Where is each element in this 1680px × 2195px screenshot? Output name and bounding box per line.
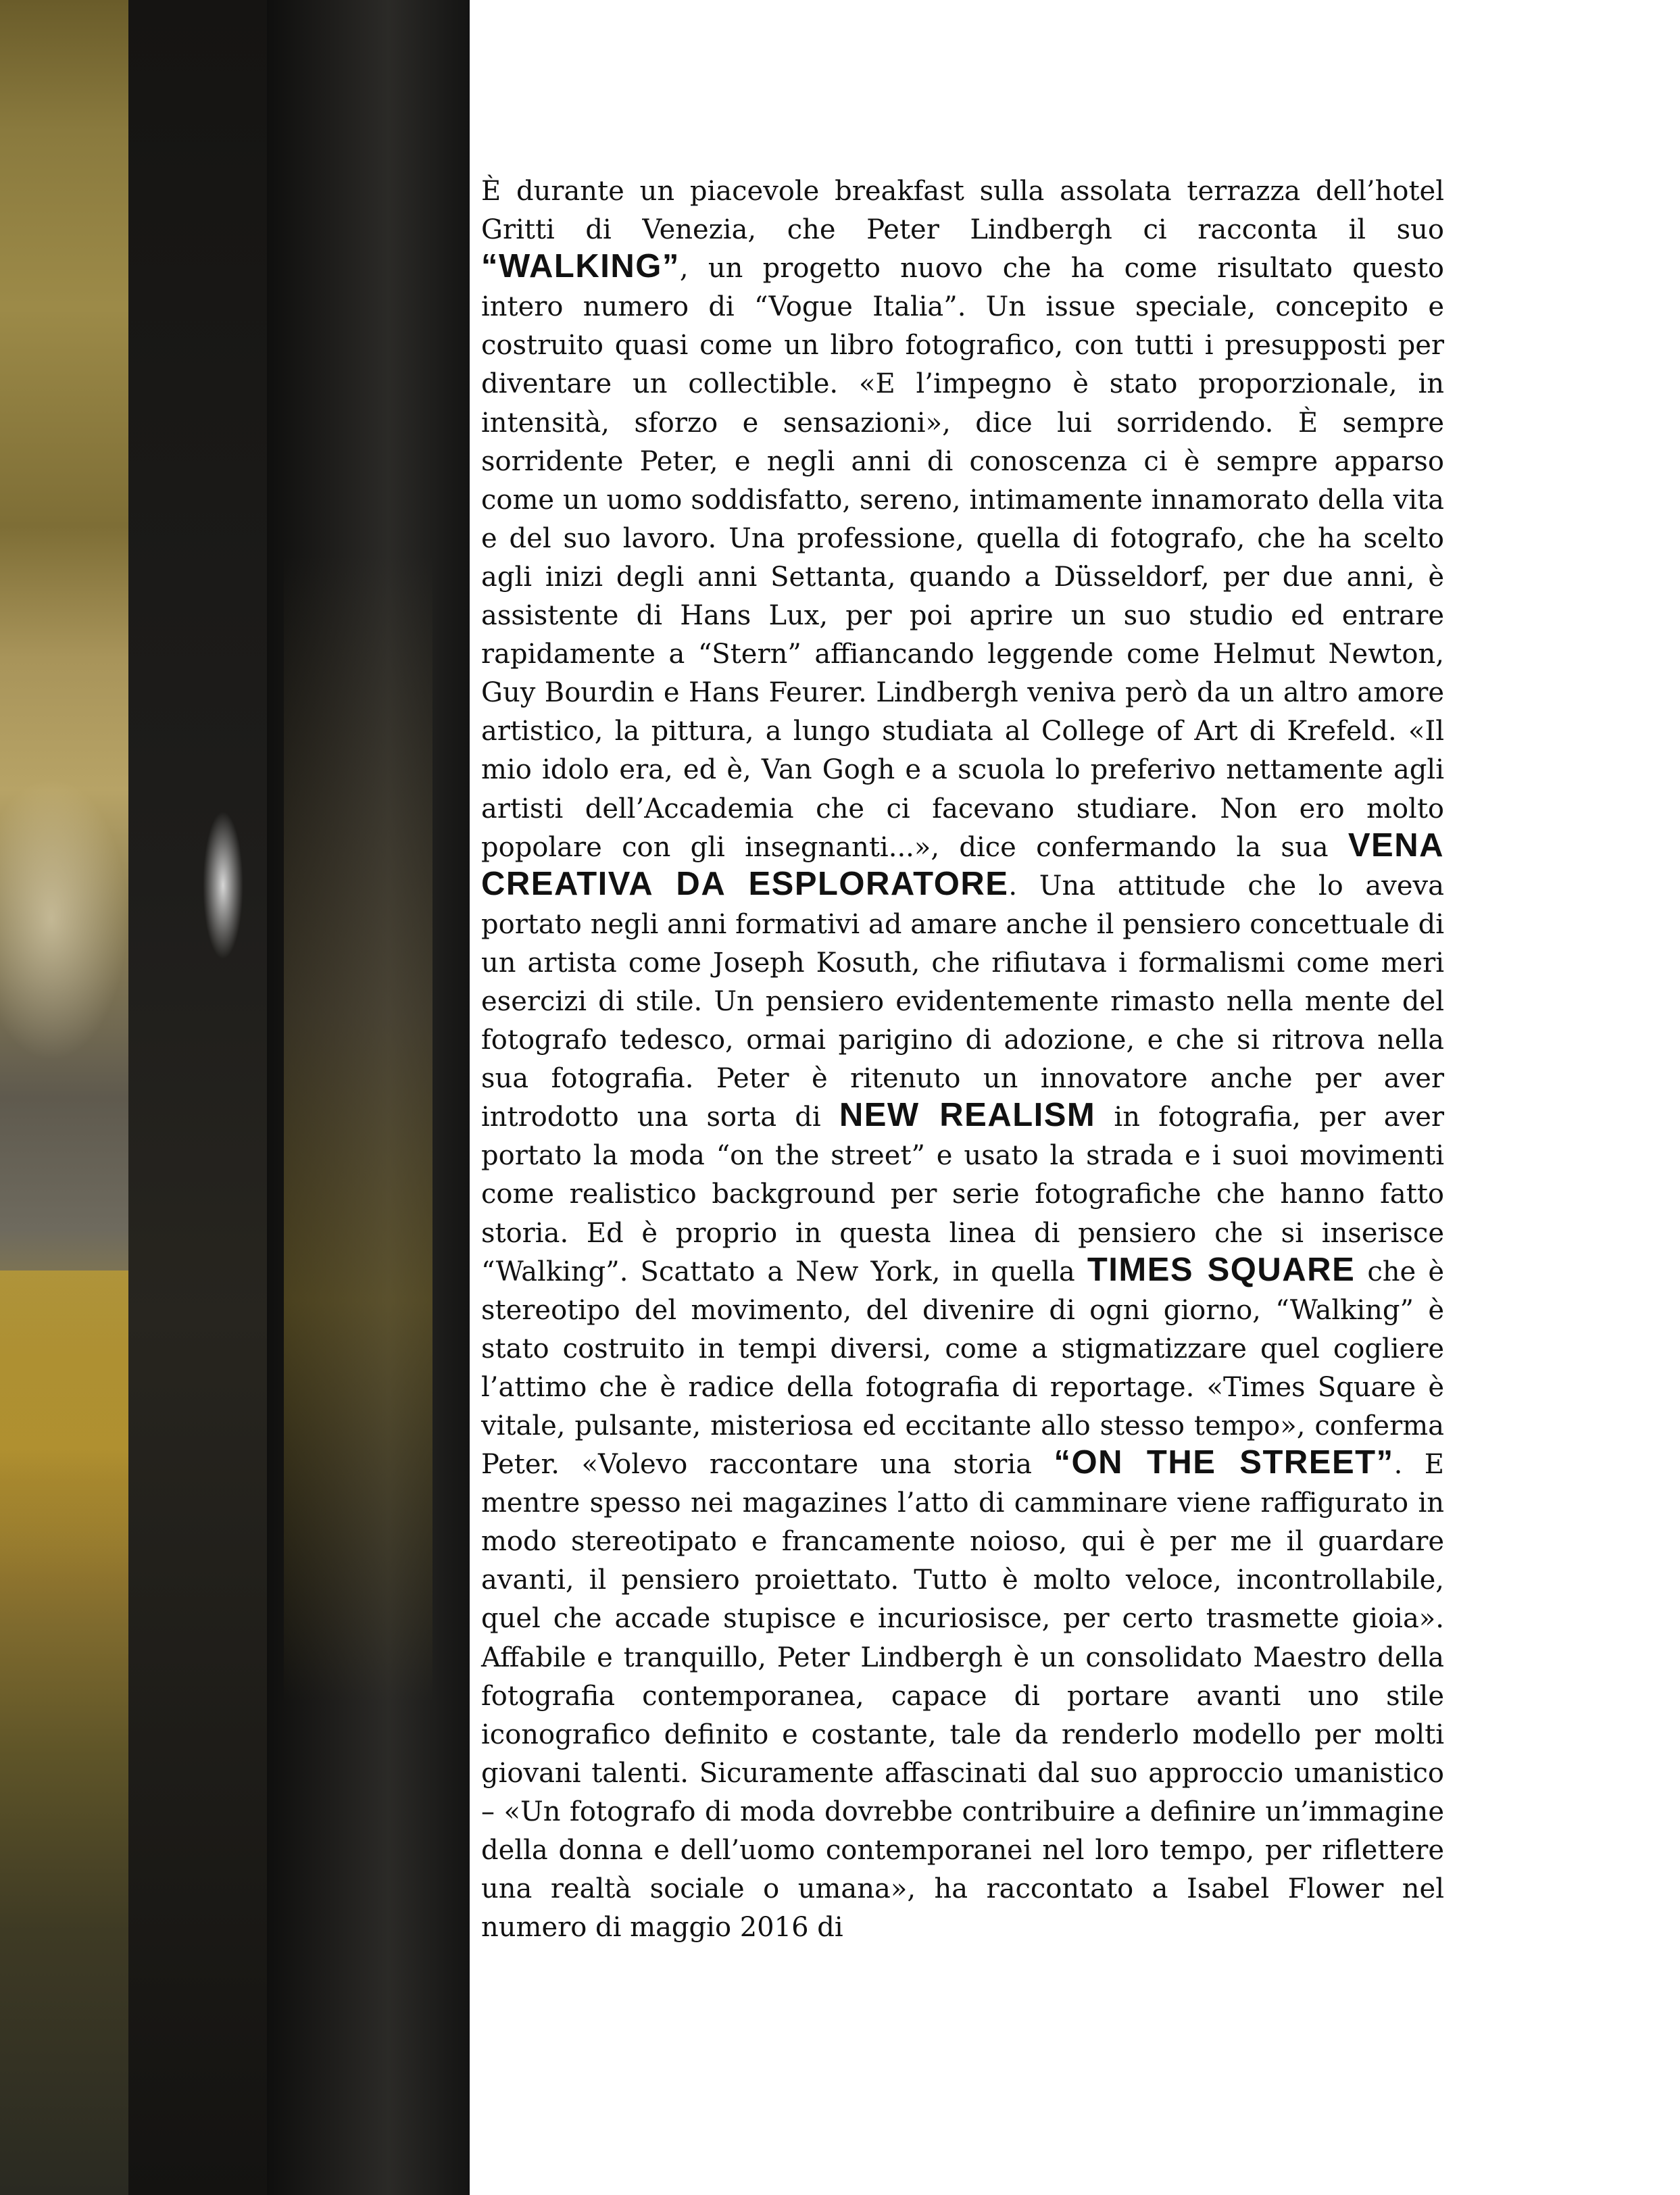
glass-reflection [284, 554, 433, 1703]
body-text: , un progetto nuovo che ha come risultato questo intero numero di “Vogue Italia”. Un issue speciale, concepito e costruito quasi come un libro fotografico, con tutti i presupposti per diventare un collectible. «E l’impegno è stato proporzionale, in intensità, sforzo e sensazioni», dice lui sorridendo. È sempre sorridente Peter, e negli anni di conoscenza ci è sempre apparso come un uomo soddisfatto, sereno, intimamente innamorato della vita e del suo lavoro. Una professione, quella di fotografo, che ha scelto agli inizi degli anni Settanta, quando a Düsseldorf, per due anni, è assistente di Hans Lux, per poi aprire un suo studio ed entrare rapidamente a “Stern” affiancando leggende come Helmut Newton, Guy Bourdin e Hans Feurer. Lindbergh veniva però da un altro amore artistico, la pittura, a lungo studiata al College of Art di Krefeld. «Il mio idolo era, ed è, Van Gogh e a scuola lo preferivo nettamente agli artisti dell’Accademia che ci facevano studiare. Non ero molto popolare con gli insegnanti...», dice confermando la sua [481, 253, 1444, 863]
dark-pillar [128, 0, 267, 2195]
article-paragraph [481, 172, 1444, 1947]
article-body [481, 172, 1444, 1947]
highlight-walking: “WALKING” [481, 248, 680, 285]
light-glow [0, 777, 128, 1061]
highlight-times-square: TIMES SQUARE [1087, 1251, 1356, 1288]
white-streak [203, 811, 243, 960]
body-text: . Una attitude che lo aveva portato negli anni formativi ad amare anche il pensiero concettuale di un artista come Joseph Kosuth, che rifiutava i formalismi come meri esercizi di stile. Un pensiero evidentemente rimasto nella mente del fotografo tedesco, ormai parigino di adozione, e che si ritrova nella sua fotografia. Peter è ritenuto un innovatore anche per aver introdotto una sorta di [481, 870, 1444, 1133]
body-text: in fotografia, per aver portato la moda “on the street” e usato la strada e i suoi movimenti come realistico background per serie fotografiche che hanno fatto storia. Ed è proprio in questa linea di pensiero che si inserisce “Walking”. Scattato a New York, in quella [481, 1102, 1444, 1287]
body-text: che è stereotipo del movimento, del divenire di ogni giorno, “Walking” è stato costruito in tempi diversi, come a stigmatizzare quel cogliere l’attimo che è radice della fotografia di reportage. «Times Square è vitale, pulsante, misteriosa ed eccitante allo stesso tempo», conferma Peter. «Volevo raccontare una storia [481, 1256, 1444, 1481]
highlight-vena-creativa: VENA CREATIVA DA ESPLORATORE [481, 827, 1444, 902]
street-photo [0, 0, 470, 2195]
highlight-on-the-street: “ON THE STREET” [1054, 1444, 1394, 1481]
body-text: È durante un piacevole breakfast sulla assolata terrazza dell’hotel Gritti di Venezia, che Peter Lindbergh ci racconta il suo [481, 176, 1444, 246]
highlight-new-realism: NEW REALISM [839, 1097, 1096, 1134]
body-text: . E mentre spesso nei magazines l’atto di camminare viene raffigurato in modo stereotipato e francamente noioso, qui è per me il guardare avanti, il pensiero proiettato. Tutto è molto veloce, incontrollabile, quel che accade stupisce e incuriosisce, per certo trasmette gioia». Affabile e tranquillo, Peter Lindbergh è un consolidato Maestro della fotografia contemporanea, capace di portare avanti uno stile iconografico definito e costante, tale da renderlo modello per molti giovani talenti. Sicuramente affascinati dal suo approccio umanistico – «Un fotografo di moda dovrebbe contribuire a definire un’immagine della donna e dell’uomo contemporanei nel loro tempo, per riflettere una realtà sociale o umana», ha raccontato a Isabel Flower nel numero di maggio 2016 di [481, 1449, 1444, 1944]
yellow-taxi-blur [0, 1271, 128, 1622]
